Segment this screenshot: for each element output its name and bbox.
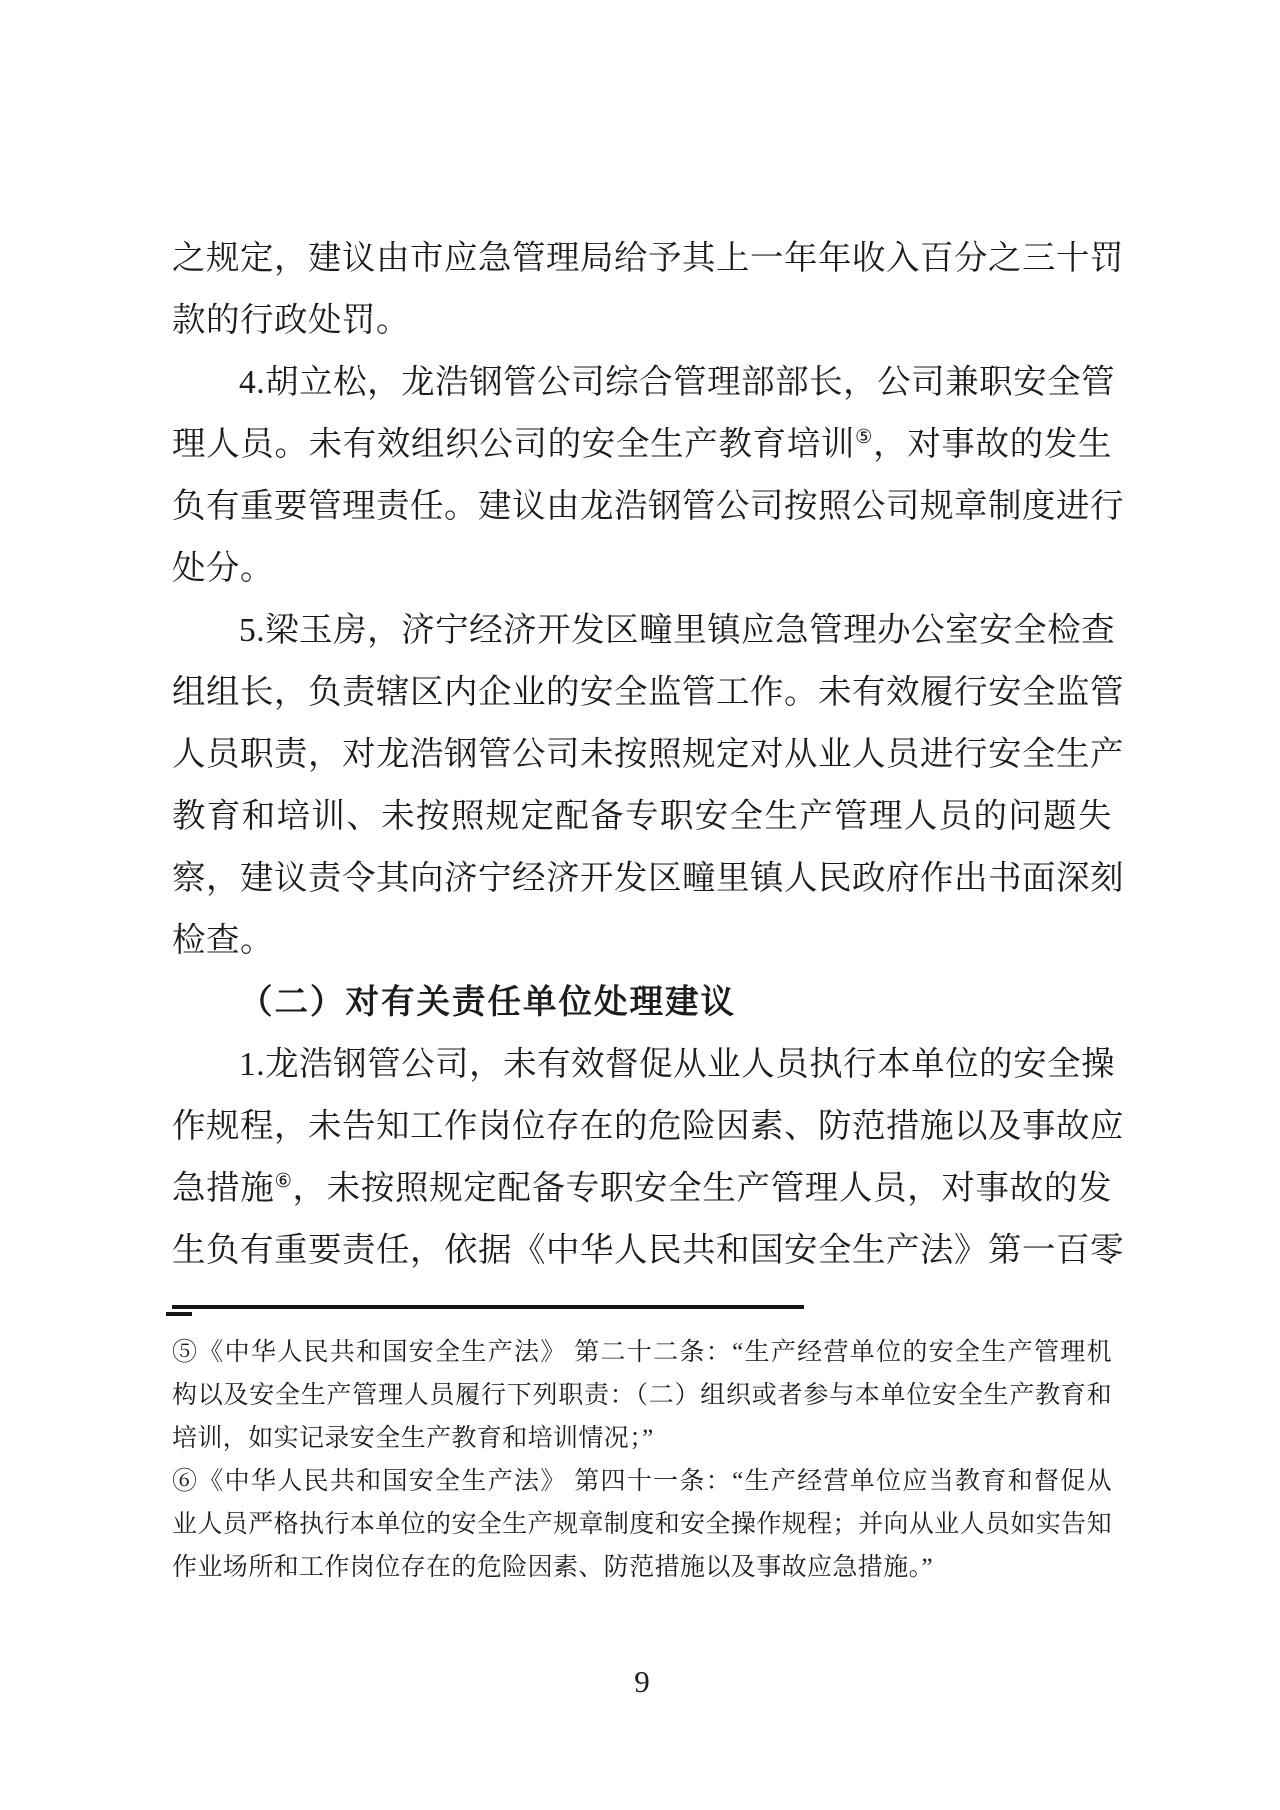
- footnote-line: 作业场所和工作岗位存在的危险因素、防范措施以及事故应急措施。”: [172, 1554, 933, 1581]
- body-line: 教育和培训、未按照规定配备专职安全生产管理人员的问题失: [172, 798, 1112, 835]
- body-text: [172, 228, 1124, 1282]
- footnote-line: ⑤《中华人民共和国安全生产法》 第二十二条：“生产经营单位的安全生产管理机: [172, 1339, 1112, 1366]
- page-number: 9: [634, 1664, 650, 1699]
- body-line: 4.胡立松，龙浩钢管公司综合管理部部长，公司兼职安全管: [239, 364, 1116, 401]
- footnote-line: 培训，如实记录安全生产教育和培训情况；”: [172, 1425, 654, 1452]
- footnote-divider-tick: [166, 1312, 192, 1316]
- footnote-divider: [172, 1305, 804, 1309]
- section-heading: （二）对有关责任单位处理建议: [239, 984, 736, 1021]
- body-line: 理人员。未有效组织公司的安全生产教育培训⑤，对事故的发生: [172, 426, 1112, 463]
- body-line: 组组长，负责辖区内企业的安全监管工作。未有效履行安全监管: [172, 674, 1124, 711]
- body-line: 1.龙浩钢管公司，未有效督促从业人员执行本单位的安全操: [239, 1046, 1116, 1083]
- body-line: 负有重要管理责任。建议由龙浩钢管公司按照公司规章制度进行: [172, 488, 1124, 525]
- body-line: 作规程，未告知工作岗位存在的危险因素、防范措施以及事故应: [172, 1108, 1124, 1145]
- footnotes: [172, 1331, 1112, 1589]
- footnote-line: ⑥《中华人民共和国安全生产法》 第四十一条：“生产经营单位应当教育和督促从: [172, 1468, 1112, 1495]
- body-line: 5.梁玉房，济宁经济开发区疃里镇应急管理办公室安全检查: [239, 612, 1116, 649]
- footnote-line: 业人员严格执行本单位的安全生产规章制度和安全操作规程；并向从业人员如实告知: [172, 1511, 1112, 1538]
- body-line: 检查。: [172, 922, 274, 959]
- footnote-ref-icon: ⑤: [855, 426, 874, 448]
- body-line: 生负有重要责任，依据《中华人民共和国安全生产法》第一百零: [172, 1232, 1124, 1269]
- body-line: 处分。: [172, 550, 274, 587]
- body-line: 察，建议责令其向济宁经济开发区疃里镇人民政府作出书面深刻: [172, 860, 1124, 897]
- body-line: 款的行政处罚。: [172, 302, 410, 339]
- footnote-line: 构以及安全生产管理人员履行下列职责：（二）组织或者参与本单位安全生产教育和: [172, 1382, 1112, 1409]
- body-line: 急措施⑥，未按照规定配备专职安全生产管理人员，对事故的发: [172, 1170, 1112, 1207]
- body-line: 之规定，建议由市应急管理局给予其上一年年收入百分之三十罚: [172, 240, 1124, 277]
- body-line: 人员职责，对龙浩钢管公司未按照规定对从业人员进行安全生产: [172, 736, 1124, 773]
- footnote-ref-icon: ⑥: [274, 1170, 293, 1192]
